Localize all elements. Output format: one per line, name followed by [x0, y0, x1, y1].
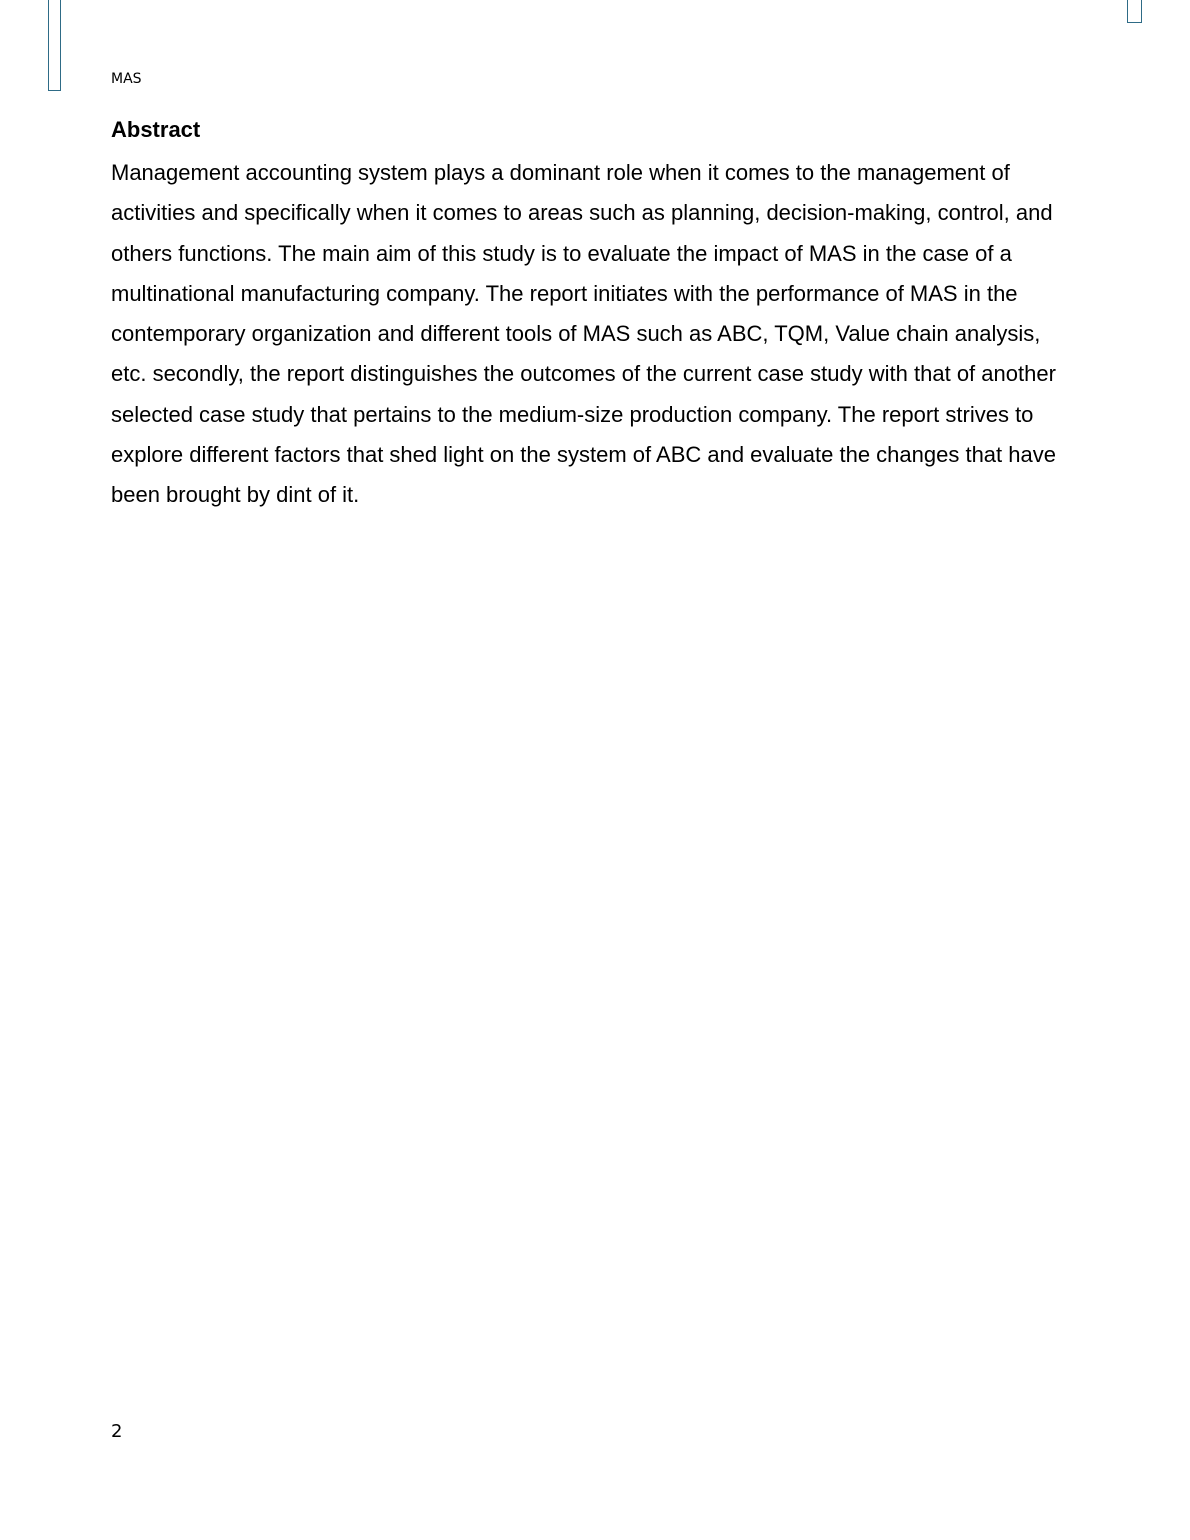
page-number: 2 [111, 1421, 123, 1442]
abstract-body: Management accounting system plays a dominant role when it comes to the management of activities and specifically when it comes to areas such as planning, decision-making, control, and others functions. The main aim of this study is to evaluate the impact of MAS in the case of a multinational manufacturing company. The report initiates with the performance of MAS in the contemporary organization and different tools of MAS such as ABC, TQM, Value chain analysis, etc. secondly, the report distinguishes the outcomes of the current case study with that of another selected case study that pertains to the medium-size production company. The report strives to explore different factors that shed light on the system of ABC and evaluate the changes that have been brought by dint of it. [111, 160, 1056, 508]
running-header: MAS [111, 71, 142, 87]
abstract-section [111, 115, 1071, 516]
header-frame-left-line [60, 0, 61, 91]
header-frame-right [1127, 0, 1142, 23]
abstract-heading: Abstract [111, 117, 201, 142]
